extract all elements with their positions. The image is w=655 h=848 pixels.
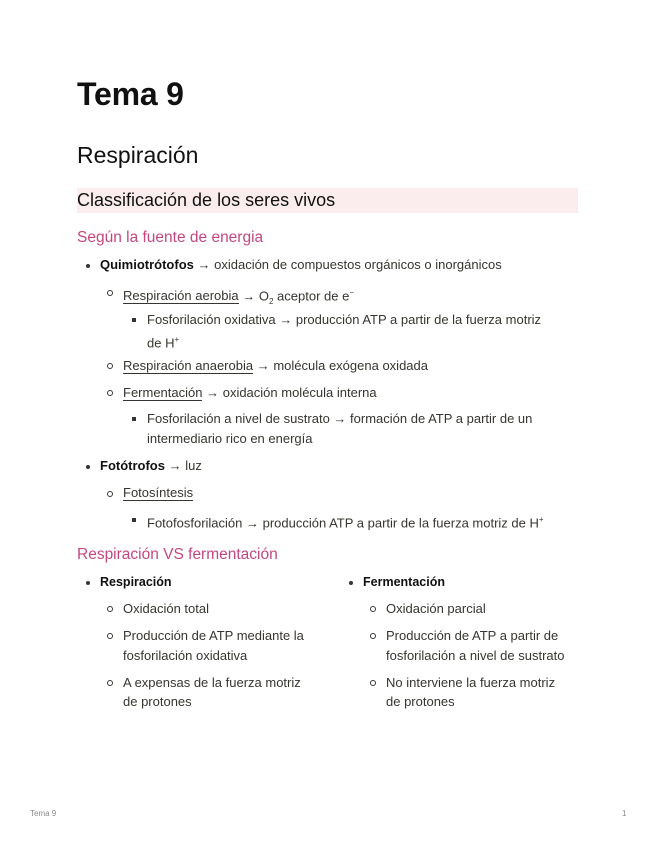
resp-item-3-line2: de protones — [123, 694, 192, 709]
bullet-circle — [107, 633, 113, 639]
list-item-fotosintesis — [123, 483, 193, 503]
bullet-circle — [107, 491, 113, 497]
term-fermentacion: Fermentación — [123, 385, 203, 400]
list-item-fosf-oxidativa-line2 — [147, 330, 179, 353]
bullet-square — [132, 417, 136, 421]
ferm-item-3-line2: de protones — [386, 694, 455, 709]
bullet-circle — [107, 680, 113, 686]
page-title: Tema 9 — [77, 76, 184, 112]
list-item-fosf-sustrato-line2: intermediario rico en energía — [147, 431, 313, 446]
footer-page-number: 1 — [622, 809, 627, 818]
bullet-disc — [86, 581, 90, 585]
list-item-fosf-oxidativa-line1: Fosforilación oxidativa → producción ATP a partir de la fuerza motriz — [147, 312, 542, 327]
list-item-fotofosforilacion — [147, 510, 544, 533]
fotofosf-sup: + — [538, 515, 544, 524]
respiracion-label: Respiración — [100, 575, 172, 589]
bullet-disc — [349, 581, 353, 585]
list-item-fototrofos — [100, 456, 202, 476]
term-quimiotrofos: Quimiotrótofos — [100, 257, 194, 272]
column-label-respiracion — [100, 572, 172, 592]
resp-aerobia-sup: − — [349, 288, 354, 297]
subheading-energy-source: Según la fuente de energia — [77, 229, 264, 246]
resp-item-2-line2: fosforilación oxidativa — [123, 648, 248, 663]
term-resp-aerobia: Respiración aerobia — [123, 288, 239, 304]
bullet-circle — [107, 390, 113, 396]
subheading-resp-vs-ferm: Respiración VS fermentación — [77, 546, 278, 563]
resp-item-3-line1: A expensas de la fuerza motriz — [123, 675, 301, 690]
list-item-fermentacion — [123, 383, 377, 403]
list-item-resp-anaerobia — [123, 356, 428, 376]
bullet-circle — [107, 363, 113, 369]
resp-aerobia-sub: 2 — [268, 296, 274, 306]
bullet-circle — [370, 633, 376, 639]
bullet-circle — [370, 680, 376, 686]
fototrofos-description: → luz — [164, 458, 202, 473]
ferm-item-2-line2: fosforilación a nivel de sustrato — [386, 648, 565, 663]
ferm-item-2-line1: Producción de ATP a partir de — [386, 628, 559, 643]
term-resp-anaerobia: Respiración anaerobia — [123, 358, 254, 373]
bullet-circle — [370, 606, 376, 612]
fermentacion-description: → oxidación molécula interna — [202, 385, 377, 400]
bullet-square — [132, 318, 136, 322]
section-heading-bar — [77, 188, 578, 213]
bullet-circle — [107, 606, 113, 612]
ferm-item-3-line1: No interviene la fuerza motriz — [386, 675, 556, 690]
footer-doc-title: Tema 9 — [30, 809, 57, 818]
resp-item-2-line1: Producción de ATP mediante la — [123, 628, 304, 643]
bullet-square — [132, 518, 136, 522]
list-item-fosf-sustrato-line1: Fosforilación a nivel de sustrato → formación de ATP a partir de un — [147, 411, 533, 426]
resp-anaerobia-description: → molécula exógena oxidada — [253, 358, 428, 373]
section-heading: Classificación de los seres vivos — [77, 190, 336, 210]
fotofosf-text: Fotofosforilación → producción ATP a partir de la fuerza motriz de H — [147, 515, 539, 531]
bullet-circle — [107, 290, 113, 296]
ferm-item-1: Oxidación parcial — [386, 601, 486, 616]
bullet-disc — [86, 465, 90, 469]
list-item-resp-aerobia — [123, 283, 354, 312]
quimio-description: → oxidación de compuestos orgánicos o inorgánicos — [193, 257, 502, 272]
fermentacion-label: Fermentación — [363, 575, 445, 589]
column-label-fermentacion — [363, 572, 445, 592]
list-item-quimiotrofos — [100, 255, 502, 275]
bullet-disc — [86, 264, 90, 268]
resp-aerobia-text-b: aceptor de e — [273, 288, 350, 304]
page-subtitle: Respiración — [77, 142, 199, 168]
fosf-ox-sup: + — [174, 335, 180, 344]
resp-aerobia-text-a: → O — [238, 288, 269, 304]
term-fotosintesis: Fotosíntesis — [123, 485, 194, 500]
term-fototrofos: Fotótrofos — [100, 458, 165, 473]
fosf-ox-line2-text: de H — [147, 335, 175, 351]
resp-item-1: Oxidación total — [123, 601, 209, 616]
